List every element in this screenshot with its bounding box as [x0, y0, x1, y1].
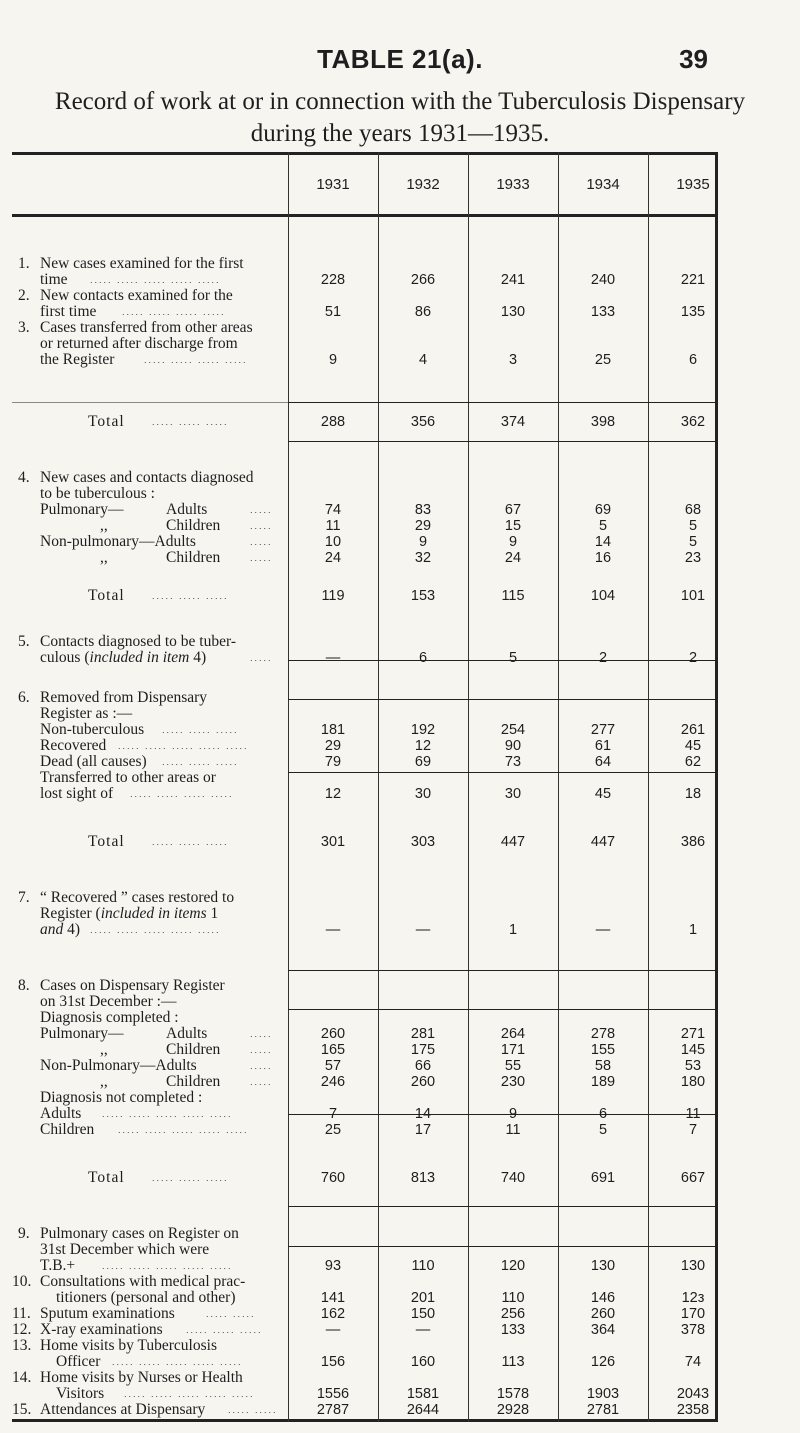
value-cell: 12	[414, 738, 432, 754]
value-cell: 153	[410, 588, 436, 604]
value-cell: 29	[324, 738, 342, 754]
value-cell: 86	[414, 304, 432, 320]
value-cell: 90	[504, 738, 522, 754]
value-cell: 14	[594, 534, 612, 550]
value-cell: 126	[590, 1354, 616, 1370]
value-cell: 133	[590, 304, 616, 320]
value-cell: 2928	[496, 1402, 530, 1418]
row-label-italic: included in items	[100, 905, 207, 922]
leader-dots: ..... ..... .....	[152, 1173, 229, 1183]
value-cell: 1	[688, 922, 698, 938]
value-cell: 6	[598, 1106, 608, 1122]
leader-dots: .....	[250, 537, 273, 547]
value-cell: 11	[505, 1122, 521, 1138]
section-rule	[288, 772, 718, 773]
value-cell: 356	[410, 414, 436, 430]
row-label: Children	[166, 549, 221, 566]
value-cell: 74	[684, 1354, 702, 1370]
row-label: 31st December which were	[40, 1241, 210, 1258]
row-label: Non-tuberculous	[40, 721, 145, 738]
column-header-1931: 1931	[316, 176, 350, 193]
total-label: Total	[88, 833, 125, 850]
leader-dots: ..... ..... .....	[186, 1325, 263, 1335]
row-label: Non-Pulmonary—Adults	[40, 1057, 197, 1074]
bottom-rule	[12, 1419, 718, 1422]
item-number: 4.	[18, 469, 30, 486]
leader-dots: ..... ..... .....	[152, 417, 229, 427]
record-table	[12, 152, 718, 1422]
item-number: 15.	[12, 1401, 32, 1418]
section-rule	[288, 1206, 718, 1207]
value-cell: 113	[501, 1354, 525, 1370]
value-cell: 15	[504, 518, 522, 534]
value-cell: 201	[410, 1290, 436, 1306]
value-cell: —	[415, 1322, 431, 1338]
value-cell: 45	[594, 786, 612, 802]
value-cell: 301	[320, 834, 346, 850]
value-cell: 55	[504, 1058, 522, 1074]
value-cell: 180	[680, 1074, 706, 1090]
value-cell: 813	[410, 1170, 436, 1186]
value-cell: 260	[410, 1074, 436, 1090]
value-cell: 79	[324, 754, 342, 770]
value-cell: 165	[320, 1042, 346, 1058]
value-cell: 7	[688, 1122, 698, 1138]
value-cell: 115	[501, 588, 525, 604]
value-cell: 9	[508, 534, 518, 550]
value-cell: 447	[500, 834, 526, 850]
row-label: Pulmonary—	[40, 1025, 124, 1042]
row-label: New contacts examined for the	[40, 287, 233, 304]
row-label: Removed from Dispensary	[40, 689, 208, 706]
row-label-italic: included in item	[89, 649, 190, 666]
row-label: Home visits by Nurses or Health	[40, 1369, 243, 1386]
value-cell: 155	[590, 1042, 616, 1058]
value-cell: 760	[320, 1170, 346, 1186]
section-rule	[288, 1009, 718, 1010]
column-header-1934: 1934	[586, 176, 620, 193]
value-cell: 25	[594, 352, 612, 368]
value-cell: 141	[320, 1290, 346, 1306]
row-label: Contacts diagnosed to be tuber-	[40, 633, 236, 650]
section-rule	[288, 699, 718, 700]
total-label: Total	[88, 413, 125, 430]
value-cell: 145	[680, 1042, 706, 1058]
value-cell: 228	[320, 272, 346, 288]
value-cell: 14	[414, 1106, 432, 1122]
value-cell: 2	[598, 650, 608, 666]
row-label: Children	[166, 1041, 221, 1058]
value-cell: 160	[410, 1354, 436, 1370]
value-cell: 53	[684, 1058, 702, 1074]
row-label	[40, 906, 218, 922]
value-cell: —	[595, 922, 611, 938]
row-label: Children	[166, 517, 221, 534]
row-label: Recovered	[40, 737, 107, 754]
row-label: to be tuberculous :	[40, 485, 155, 502]
leader-dots: ..... ..... .....	[162, 757, 239, 767]
value-cell: 74	[324, 502, 342, 518]
row-label: Non-pulmonary—Adults	[40, 533, 196, 550]
value-cell: 162	[320, 1306, 346, 1322]
row-label: Dead (all causes)	[40, 753, 147, 770]
column-divider-2	[378, 152, 379, 1422]
value-cell: 260	[590, 1306, 616, 1322]
value-cell: 362	[680, 414, 706, 430]
leader-dots: ..... ..... ..... ..... .....	[90, 925, 221, 935]
item-number: 1.	[18, 255, 30, 272]
value-cell: —	[415, 922, 431, 938]
leader-dots: ..... ..... ..... .....	[144, 355, 248, 365]
value-cell: 230	[500, 1074, 526, 1090]
column-header-1932: 1932	[406, 176, 440, 193]
item-number: 5.	[18, 633, 30, 650]
value-cell: 5	[688, 534, 698, 550]
leader-dots: ..... ..... ..... ..... .....	[102, 1109, 233, 1119]
value-cell: 189	[590, 1074, 616, 1090]
value-cell: 69	[414, 754, 432, 770]
value-cell: 18	[684, 786, 702, 802]
value-cell: 32	[414, 550, 432, 566]
value-cell: 181	[320, 722, 346, 738]
value-cell: 69	[594, 502, 612, 518]
leader-dots: ..... ..... .....	[152, 837, 229, 847]
leader-dots: .....	[250, 1045, 273, 1055]
value-cell: 1903	[586, 1386, 620, 1402]
value-cell: 256	[500, 1306, 526, 1322]
item-number: 12.	[12, 1321, 32, 1338]
value-cell: 1	[508, 922, 518, 938]
row-label	[40, 922, 80, 938]
row-label: Transferred to other areas or	[40, 769, 216, 786]
value-cell: 104	[590, 588, 616, 604]
value-cell: 62	[684, 754, 702, 770]
row-label: Adults	[40, 1105, 82, 1122]
leader-dots: .....	[250, 505, 273, 515]
page-title: TABLE 21(a).	[317, 44, 483, 74]
leader-dots: ..... ..... ..... .....	[130, 789, 234, 799]
item-number: 11.	[12, 1305, 31, 1322]
value-cell: 288	[320, 414, 346, 430]
section-rule	[288, 441, 718, 442]
row-label: Adults	[166, 1025, 208, 1042]
value-cell: 192	[410, 722, 436, 738]
value-cell: 101	[680, 588, 706, 604]
value-cell: 667	[680, 1170, 706, 1186]
value-cell: —	[325, 922, 341, 938]
leader-dots: ..... .....	[228, 1405, 278, 1415]
value-cell: 1578	[496, 1386, 530, 1402]
section-rule	[288, 402, 718, 403]
value-cell: 6	[688, 352, 698, 368]
page-number: 39	[679, 44, 708, 74]
value-cell: 240	[590, 272, 616, 288]
value-cell: 271	[680, 1026, 706, 1042]
value-cell: 150	[410, 1306, 436, 1322]
value-cell: 57	[324, 1058, 342, 1074]
row-label-italic: and	[40, 921, 64, 938]
value-cell: 2644	[406, 1402, 440, 1418]
value-cell: 7	[328, 1106, 338, 1122]
value-cell: 133	[500, 1322, 526, 1338]
value-cell: 364	[590, 1322, 616, 1338]
value-cell: 24	[324, 550, 342, 566]
leader-dots: ..... ..... ..... ..... .....	[102, 1261, 233, 1271]
ditto-mark: ,,	[100, 549, 108, 566]
value-cell: 246	[320, 1074, 346, 1090]
value-cell: 386	[680, 834, 706, 850]
value-cell: 83	[414, 502, 432, 518]
column-divider-1	[288, 152, 289, 1422]
value-cell: 66	[414, 1058, 432, 1074]
value-cell: 9	[508, 1106, 518, 1122]
row-label-part: 4)	[189, 649, 207, 666]
value-cell: 303	[410, 834, 436, 850]
value-cell: 12	[324, 786, 342, 802]
top-rule	[12, 152, 718, 155]
value-cell: 281	[410, 1026, 436, 1042]
column-divider-5	[648, 152, 649, 1422]
row-label: Diagnosis completed :	[40, 1009, 179, 1026]
value-cell: 6	[418, 650, 428, 666]
row-label: Children	[166, 1073, 221, 1090]
value-cell: 2787	[316, 1402, 350, 1418]
item-number: 6.	[18, 689, 30, 706]
value-cell: 175	[410, 1042, 436, 1058]
row-label: first time	[40, 303, 97, 320]
leader-dots: .....	[250, 1029, 273, 1039]
value-cell: 254	[500, 722, 526, 738]
leader-dots: ..... ..... ..... .....	[122, 307, 226, 317]
value-cell: 264	[500, 1026, 526, 1042]
value-cell: 398	[590, 414, 616, 430]
value-cell: 1581	[406, 1386, 440, 1402]
row-label: Officer	[56, 1353, 101, 1370]
item-number: 10.	[12, 1273, 32, 1290]
value-cell: 93	[324, 1258, 342, 1274]
column-divider-3	[468, 152, 469, 1422]
value-cell: 2358	[676, 1402, 710, 1418]
value-cell: 12з	[681, 1290, 705, 1306]
row-label: Attendances at Dispensary	[40, 1401, 206, 1418]
value-cell: 68	[684, 502, 702, 518]
value-cell: 130	[680, 1258, 706, 1274]
value-cell: 171	[500, 1042, 526, 1058]
column-header-1935: 1935	[676, 176, 710, 193]
leader-dots: ..... .....	[206, 1309, 256, 1319]
value-cell: 146	[590, 1290, 616, 1306]
row-label-part: Register (	[40, 905, 101, 922]
ditto-mark: ,,	[100, 1073, 108, 1090]
value-cell: 10	[324, 534, 342, 550]
value-cell: 110	[411, 1258, 435, 1274]
leader-dots: ..... ..... ..... ..... .....	[112, 1357, 243, 1367]
row-label: Pulmonary—	[40, 501, 124, 518]
value-cell: 16	[594, 550, 612, 566]
value-cell: 5	[598, 518, 608, 534]
row-label-part: culous (	[40, 649, 90, 666]
leader-dots: ..... ..... .....	[162, 725, 239, 735]
value-cell: 61	[594, 738, 612, 754]
value-cell: 1556	[316, 1386, 350, 1402]
leader-dots: .....	[250, 1077, 273, 1087]
column-divider-4	[558, 152, 559, 1422]
row-label: or returned after discharge from	[40, 335, 238, 352]
leader-dots: .....	[250, 521, 273, 531]
value-cell: 30	[504, 786, 522, 802]
item-number: 2.	[18, 287, 30, 304]
value-cell: 447	[590, 834, 616, 850]
row-label: lost sight of	[40, 785, 114, 802]
value-cell: 3	[508, 352, 518, 368]
value-cell: 110	[501, 1290, 525, 1306]
value-cell: 278	[590, 1026, 616, 1042]
row-label: New cases and contacts diagnosed	[40, 469, 254, 486]
leader-dots: ..... ..... .....	[152, 591, 229, 601]
value-cell: 130	[500, 304, 526, 320]
row-label-part: 4)	[63, 921, 81, 938]
value-cell: 51	[324, 304, 342, 320]
row-label: Cases on Dispensary Register	[40, 977, 225, 994]
value-cell: 9	[418, 534, 428, 550]
value-cell: 135	[680, 304, 706, 320]
value-cell: 4	[418, 352, 428, 368]
value-cell: 17	[414, 1122, 432, 1138]
column-header-1933: 1933	[496, 176, 530, 193]
row-label: on 31st December :—	[40, 993, 177, 1010]
value-cell: 277	[590, 722, 616, 738]
value-cell: 691	[590, 1170, 616, 1186]
value-cell: 24	[504, 550, 522, 566]
leader-dots: .....	[250, 1061, 273, 1071]
value-cell: 170	[680, 1306, 706, 1322]
value-cell: 156	[320, 1354, 346, 1370]
row-label: Visitors	[56, 1385, 105, 1402]
item-number: 9.	[18, 1225, 30, 1242]
item-number: 13.	[12, 1337, 32, 1354]
value-cell: 5	[598, 1122, 608, 1138]
row-label: Register as :—	[40, 705, 133, 722]
value-cell: 58	[594, 1058, 612, 1074]
value-cell: 11	[325, 518, 341, 534]
leader-dots: .....	[250, 653, 273, 663]
value-cell: 2781	[586, 1402, 620, 1418]
value-cell: 9	[328, 352, 338, 368]
total-label: Total	[88, 587, 125, 604]
value-cell: 378	[680, 1322, 706, 1338]
ditto-mark: ,,	[100, 1041, 108, 1058]
row-label-part: 1	[206, 905, 219, 922]
item-number: 7.	[18, 889, 30, 906]
leader-dots: ..... ..... ..... ..... .....	[118, 741, 249, 751]
row-label: Adults	[166, 501, 208, 518]
value-cell: 5	[688, 518, 698, 534]
row-label: Home visits by Tuberculosis	[40, 1337, 217, 1354]
row-label: New cases examined for the first	[40, 255, 244, 272]
section-rule	[12, 402, 288, 403]
value-cell: 119	[321, 588, 345, 604]
value-cell: 30	[414, 786, 432, 802]
value-cell: 221	[680, 272, 706, 288]
row-label: titioners (personal and other)	[56, 1289, 236, 1306]
header-rule	[12, 214, 718, 217]
value-cell: 120	[500, 1258, 526, 1274]
value-cell: 45	[684, 738, 702, 754]
value-cell: —	[325, 650, 341, 666]
value-cell: 64	[594, 754, 612, 770]
item-number: 8.	[18, 977, 30, 994]
value-cell: 5	[508, 650, 518, 666]
ditto-mark: ,,	[100, 517, 108, 534]
value-cell: 11	[685, 1106, 701, 1122]
item-number: 3.	[18, 319, 30, 336]
row-label: Sputum examinations	[40, 1305, 175, 1322]
leader-dots: ..... ..... ..... ..... .....	[118, 1125, 249, 1135]
row-label: Cases transferred from other areas	[40, 319, 253, 336]
row-label	[40, 650, 206, 666]
value-cell: 2	[688, 650, 698, 666]
row-label: Consultations with medical prac-	[40, 1273, 246, 1290]
value-cell: 23	[684, 550, 702, 566]
value-cell: 67	[504, 502, 522, 518]
row-label: “ Recovered ” cases restored to	[40, 889, 235, 906]
leader-dots: ..... ..... ..... ..... .....	[90, 275, 221, 285]
value-cell: 73	[504, 754, 522, 770]
value-cell: 261	[680, 722, 706, 738]
leader-dots: ..... ..... ..... ..... .....	[124, 1389, 255, 1399]
value-cell: 740	[500, 1170, 526, 1186]
value-cell: 374	[500, 414, 526, 430]
value-cell: 2043	[676, 1386, 710, 1402]
row-label: X-ray examinations	[40, 1321, 163, 1338]
row-label: Children	[40, 1121, 95, 1138]
row-label: time	[40, 271, 68, 288]
value-cell: 266	[410, 272, 436, 288]
value-cell: 25	[324, 1122, 342, 1138]
item-number: 14.	[12, 1369, 32, 1386]
section-rule	[288, 1246, 718, 1247]
row-label: T.B.+	[40, 1257, 76, 1274]
row-label: Diagnosis not completed :	[40, 1089, 203, 1106]
section-rule	[288, 970, 718, 971]
table-subtitle-line-1: Record of work at or in connection with the Tuberculosis Dispensary	[54, 88, 746, 115]
value-cell: —	[325, 1322, 341, 1338]
value-cell: 130	[590, 1258, 616, 1274]
row-label: the Register	[40, 351, 115, 368]
total-label: Total	[88, 1169, 125, 1186]
value-cell: 29	[414, 518, 432, 534]
table-subtitle-line-2: during the years 1931—1935.	[250, 120, 550, 147]
value-cell: 241	[500, 272, 526, 288]
row-label: Pulmonary cases on Register on	[40, 1225, 239, 1242]
value-cell: 260	[320, 1026, 346, 1042]
leader-dots: .....	[250, 553, 273, 563]
